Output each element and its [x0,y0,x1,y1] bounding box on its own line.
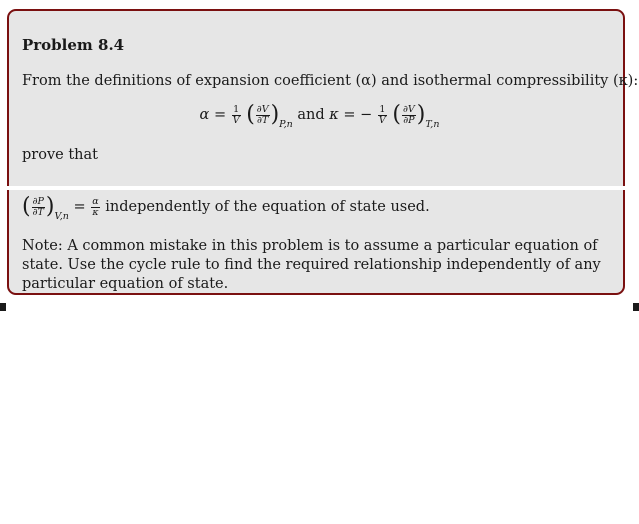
equals-sign: = [213,107,227,123]
result-tail-text: independently of the equation of state used. [105,199,430,215]
one-over-v-fraction-2 [378,105,387,126]
one-over-v-fraction [232,105,241,126]
fraction-numerator: ∂P [32,195,44,207]
fraction-denominator: ∂T [32,206,44,218]
dv-dp-fraction [402,105,416,126]
alpha-over-kappa-fraction [91,197,99,218]
fraction-denominator: κ [92,206,99,218]
alpha-symbol: α [199,107,210,123]
fraction-numerator: 1 [379,103,386,115]
left-paren: ( [22,194,31,219]
fraction-numerator: 1 [233,103,240,115]
kappa-subscript: T,n [425,119,440,130]
fraction-numerator: α [92,195,99,207]
fraction-numerator: ∂V [256,103,269,115]
note-text: Note: A common mistake in this problem is to assume a particular equation of state. Use the cycle rule to find the required relationship independently of any particular equation of state. [22,238,601,292]
fraction-denominator: ∂P [403,114,415,126]
right-paren: ) [270,102,280,127]
result-equation [22,196,430,222]
fraction-denominator: V [232,114,240,126]
page-break-gap [0,186,639,190]
problem-title: Problem 8.4 [22,36,125,54]
right-paren: ) [416,102,426,127]
fraction-denominator: V [378,114,386,126]
definitions-equation [0,104,639,130]
left-paren: ( [392,102,401,127]
dp-dt-fraction [32,197,45,218]
equals-minus-sign: = − [343,107,373,123]
fraction-denominator: ∂T [257,114,269,126]
intro-text: From the definitions of expansion coefficient (α) and isothermal compressibility (κ): [22,73,639,89]
kappa-symbol: κ [329,107,339,123]
fraction-numerator: ∂V [402,103,415,115]
dv-dt-fraction [256,105,270,126]
alpha-subscript: P,n [279,119,293,130]
crop-mark-left [0,303,6,311]
equals-sign: = [73,199,86,215]
crop-mark-right [633,303,639,311]
prove-text: prove that [22,147,98,163]
connector-text: and [297,107,325,123]
result-subscript: V,n [54,211,69,222]
left-paren: ( [246,102,255,127]
right-paren: ) [45,194,55,219]
